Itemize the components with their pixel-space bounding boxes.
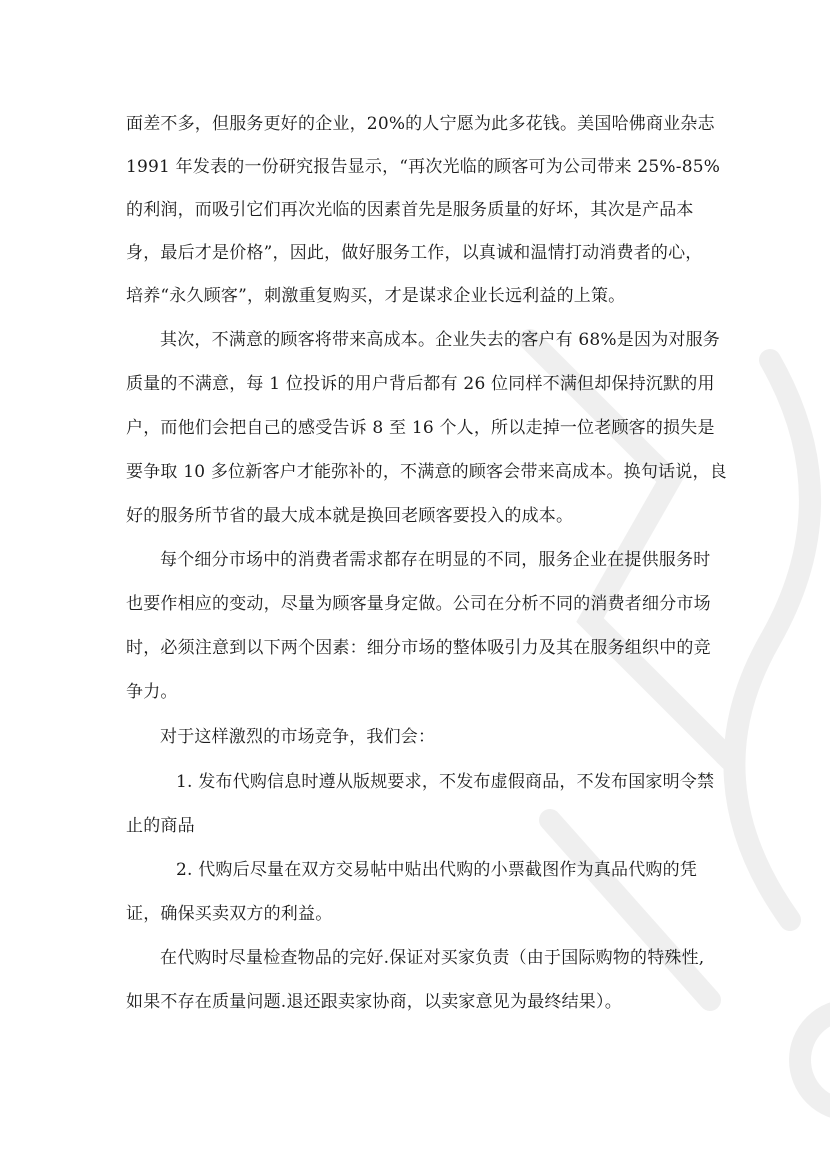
paragraph-5-line-2: 如果不存在质量问题.退还跟卖家协商，以卖家意见为最终结果）。 [126,992,622,1012]
paragraph-1-line-1: 面差不多，但服务更好的企业，20%的人宁愿为此多花钱。美国哈佛商业杂志 [126,114,715,134]
paragraph-5-line-1: 在代购时尽量检查物品的完好.保证对买家负责（由于国际购物的特殊性, [160,948,705,968]
paragraph-2-line-5: 好的服务所节省的最大成本就是换回老顾客要投入的成本。 [126,506,574,526]
paragraph-1-line-5: 培养“永久顾客”，刺激重复购买，才是谋求企业长远利益的上策。 [126,286,626,306]
paragraph-4-line-1: 对于这样激烈的市场竞争，我们会： [160,727,436,747]
paragraph-1-line-4: 身，最后才是价格”，因此，做好服务工作，以真诚和温情打动消费者的心， [126,243,703,263]
paragraph-2-line-1: 其次，不满意的顾客将带来高成本。企业失去的客户有 68%是因为对服务 [160,330,720,350]
paragraph-1-line-3: 的利润，而吸引它们再次光临的因素首先是服务质量的好坏，其次是产品本 [126,200,694,220]
paragraph-3-line-3: 时，必须注意到以下两个因素：细分市场的整体吸引力及其在服务组织中的竞 [126,638,711,658]
paragraph-2-line-4: 要争取 10 多位新客户才能弥补的，不满意的顾客会带来高成本。换句话说，良 [126,462,727,482]
paragraph-3-line-1: 每个细分市场中的消费者需求都存在明显的不同，服务企业在提供服务时 [160,550,711,570]
paragraph-2-line-2: 质量的不满意，每 1 位投诉的用户背后都有 26 位同样不满但却保持沉默的用 [126,374,715,394]
list-item-1-line-1: 1. 发布代购信息时遵从版规要求，不发布虚假商品，不发布国家明令禁 [176,772,715,792]
list-item-2-line-1: 2. 代购后尽量在双方交易帖中贴出代购的小票截图作为真品代购的凭 [176,860,698,880]
paragraph-3-line-4: 争力。 [126,682,178,702]
paragraph-1-line-2: 1991 年发表的一份研究报告显示，“再次光临的顾客可为公司带来 25%-85% [126,157,721,177]
paragraph-2-line-3: 户，而他们会把自己的感受告诉 8 至 16 个人，所以走掉一位老顾客的损失是 [126,418,715,438]
paragraph-3-line-2: 也要作相应的变动，尽量为顾客量身定做。公司在分析不同的消费者细分市场 [126,594,711,614]
list-item-1-line-2: 止的商品 [126,816,195,836]
list-item-2-line-2: 证，确保买卖双方的利益。 [126,904,333,924]
